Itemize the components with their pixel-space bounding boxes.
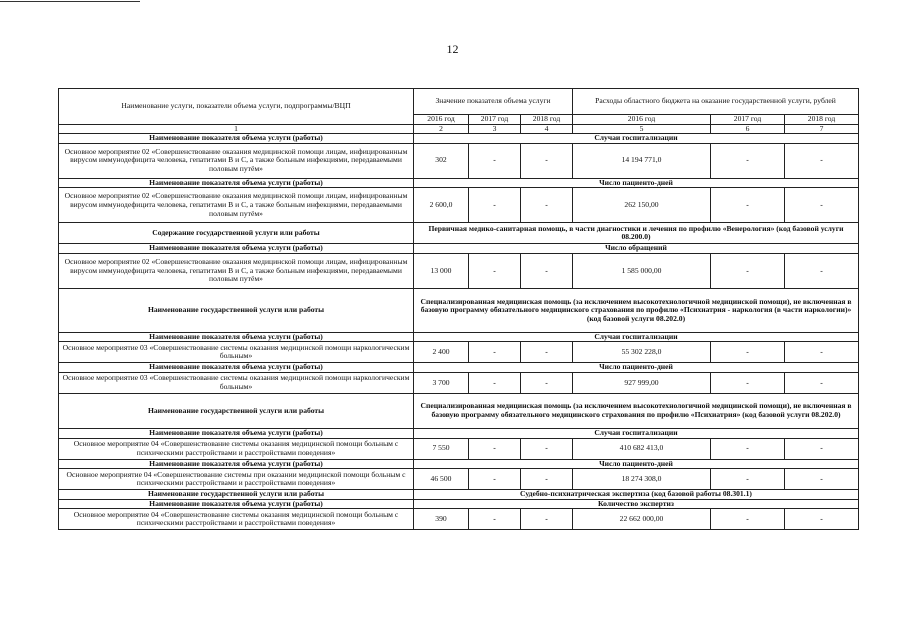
activity-description: Основное мероприятие 02 «Совершенствование оказания медицинской помощи лицам, инфицированным вирусом иммунодефицита человека, гепатитами В и С, а также больным инфекциями, передаваемыми половым путём» (59, 253, 414, 288)
expense-2018: - (785, 342, 859, 363)
indicator-name-value: Число пациенто-дней (414, 178, 859, 188)
volume-2017: - (469, 438, 521, 459)
volume-2017: - (469, 373, 521, 394)
table-row (59, 244, 859, 254)
volume-2017: - (469, 253, 521, 288)
activity-description: Основное мероприятие 04 «Совершенствование системы при оказании медицинской помощи больным с психическими расстройствами и расстройствами поведения» (59, 469, 414, 490)
column-number: 6 (711, 124, 785, 134)
activity-description: Основное мероприятие 02 «Совершенствование оказания медицинской помощи лицам, инфицированным вирусом иммунодефицита человека, гепатитами В и С, а также больным инфекциями, передаваемыми половым путём» (59, 188, 414, 223)
header-rule (0, 1, 140, 2)
table-row (59, 178, 859, 188)
indicator-name-label: Наименование показателя объема услуги (работы) (59, 244, 414, 254)
indicator-name-label: Наименование показателя объема услуги (работы) (59, 459, 414, 469)
service-name-label: Наименование государственной услуги или работы (59, 394, 414, 429)
expense-2018: - (785, 253, 859, 288)
expense-2017: - (711, 509, 785, 530)
expense-2017: - (711, 438, 785, 459)
expense-2017: - (711, 469, 785, 490)
volume-2016: 302 (414, 143, 469, 178)
table-row (59, 429, 859, 439)
budget-table (58, 88, 859, 530)
header-year: 2017 год (469, 115, 521, 125)
service-name-value: Специализированная медицинская помощь (за исключением высокотехнологичной медицинской помощи), не включенная в базовую программу обязательного медицинского страхования по профилю «Психиатрия» (код базовой услуги 08.202.0) (414, 394, 859, 429)
volume-2018: - (521, 143, 573, 178)
expense-2018: - (785, 509, 859, 530)
service-name-label: Наименование государственной услуги или работы (59, 490, 414, 500)
table-row (59, 342, 859, 363)
service-name-label: Наименование государственной услуги или работы (59, 288, 414, 332)
volume-2017: - (469, 143, 521, 178)
expense-2017: - (711, 188, 785, 223)
activity-description: Основное мероприятие 04 «Совершенствование системы оказания медицинской помощи больным с психическими расстройствами и расстройствами поведения» (59, 438, 414, 459)
expense-2017: - (711, 373, 785, 394)
header-year: 2018 год (785, 115, 859, 125)
indicator-name-label: Наименование показателя объема услуги (работы) (59, 332, 414, 342)
expense-2017: - (711, 143, 785, 178)
indicator-name-value: Число обращений (414, 244, 859, 254)
table-row (59, 288, 859, 332)
header-year: 2016 год (573, 115, 711, 125)
header-budget: Расходы областного бюджета на оказание государственной услуги, рублей (573, 89, 859, 115)
column-number: 3 (469, 124, 521, 134)
indicator-name-label: Наименование показателя объема услуги (работы) (59, 178, 414, 188)
volume-2016: 7 550 (414, 438, 469, 459)
activity-description: Основное мероприятие 03 «Совершенствование системы оказания медицинской помощи наркологическим больным» (59, 373, 414, 394)
column-number: 1 (59, 124, 414, 134)
service-name-value: Специализированная медицинская помощь (за исключением высокотехнологичной медицинской помощи), не включенная в базовую программу обязательного медицинского страхования по профилю «Психиатрия - наркология (в части наркологии)» (код базовой услуги 08.202.0) (414, 288, 859, 332)
page-number: 12 (446, 42, 459, 56)
table-row (59, 459, 859, 469)
indicator-name-value: Случаи госпитализации (414, 332, 859, 342)
column-number: 4 (521, 124, 573, 134)
expense-2016: 18 274 308,0 (573, 469, 711, 490)
expense-2018: - (785, 188, 859, 223)
expense-2017: - (711, 342, 785, 363)
volume-2016: 2 400 (414, 342, 469, 363)
volume-2017: - (469, 469, 521, 490)
expense-2016: 410 682 413,0 (573, 438, 711, 459)
activity-description: Основное мероприятие 04 «Совершенствование системы оказания медицинской помощи больным с психическими расстройствами и расстройствами поведения» (59, 509, 414, 530)
service-name-value: Судебно-психиатрическая экспертиза (код базовой работы 08.301.1) (414, 490, 859, 500)
indicator-name-value: Случаи госпитализации (414, 134, 859, 144)
volume-2018: - (521, 509, 573, 530)
service-name-value: Первичная медико-санитарная помощь, в части диагностики и лечения по профилю «Венерология» (код базовой услуги 08.200.0) (414, 223, 859, 244)
header-year: 2017 год (711, 115, 785, 125)
expense-2016: 1 585 000,00 (573, 253, 711, 288)
table-row (59, 469, 859, 490)
volume-2016: 2 600,0 (414, 188, 469, 223)
expense-2016: 55 302 228,0 (573, 342, 711, 363)
expense-2018: - (785, 143, 859, 178)
indicator-name-label: Наименование показателя объема услуги (работы) (59, 499, 414, 509)
activity-description: Основное мероприятие 03 «Совершенствование системы оказания медицинской помощи наркологическим больным» (59, 342, 414, 363)
indicator-name-value: Число пациенто-дней (414, 363, 859, 373)
volume-2018: - (521, 253, 573, 288)
indicator-name-label: Наименование показателя объема услуги (работы) (59, 134, 414, 144)
table-row (59, 438, 859, 459)
table-row (59, 373, 859, 394)
table-row (59, 499, 859, 509)
volume-2017: - (469, 188, 521, 223)
indicator-name-value: Число пациенто-дней (414, 459, 859, 469)
table-row (59, 223, 859, 244)
indicator-name-label: Наименование показателя объема услуги (работы) (59, 429, 414, 439)
volume-2016: 3 700 (414, 373, 469, 394)
volume-2018: - (521, 342, 573, 363)
service-name-label: Содержание государственной услуги или работы (59, 223, 414, 244)
table-row (59, 363, 859, 373)
column-number: 5 (573, 124, 711, 134)
volume-2018: - (521, 438, 573, 459)
column-number: 7 (785, 124, 859, 134)
volume-2016: 13 000 (414, 253, 469, 288)
expense-2018: - (785, 469, 859, 490)
indicator-name-label: Наименование показателя объема услуги (работы) (59, 363, 414, 373)
expense-2016: 22 662 000,00 (573, 509, 711, 530)
volume-2017: - (469, 342, 521, 363)
table-row (59, 143, 859, 178)
header-service: Наименование услуги, показатели объема услуги, подпрограммы/ВЦП (59, 89, 414, 125)
activity-description: Основное мероприятие 02 «Совершенствование оказания медицинской помощи лицам, инфицированным вирусом иммунодефицита человека, гепатитами В и С, а также больным инфекциями, передаваемыми половым путём» (59, 143, 414, 178)
indicator-name-value: Случаи госпитализации (414, 429, 859, 439)
expense-2016: 262 150,00 (573, 188, 711, 223)
table-row (59, 134, 859, 144)
table-row (59, 332, 859, 342)
volume-2018: - (521, 188, 573, 223)
expense-2016: 927 999,00 (573, 373, 711, 394)
header-year: 2018 год (521, 115, 573, 125)
expense-2017: - (711, 253, 785, 288)
table-row (59, 188, 859, 223)
header-volume: Значение показателя объема услуги (414, 89, 573, 115)
volume-2018: - (521, 373, 573, 394)
expense-2018: - (785, 438, 859, 459)
expense-2016: 14 194 771,0 (573, 143, 711, 178)
column-number: 2 (414, 124, 469, 134)
volume-2016: 46 500 (414, 469, 469, 490)
volume-2017: - (469, 509, 521, 530)
expense-2018: - (785, 373, 859, 394)
volume-2016: 390 (414, 509, 469, 530)
header-year: 2016 год (414, 115, 469, 125)
volume-2018: - (521, 469, 573, 490)
table-row (59, 253, 859, 288)
table-body (59, 134, 859, 530)
table-row (59, 394, 859, 429)
table-row (59, 490, 859, 500)
indicator-name-value: Количество экспертиз (414, 499, 859, 509)
table-row (59, 509, 859, 530)
